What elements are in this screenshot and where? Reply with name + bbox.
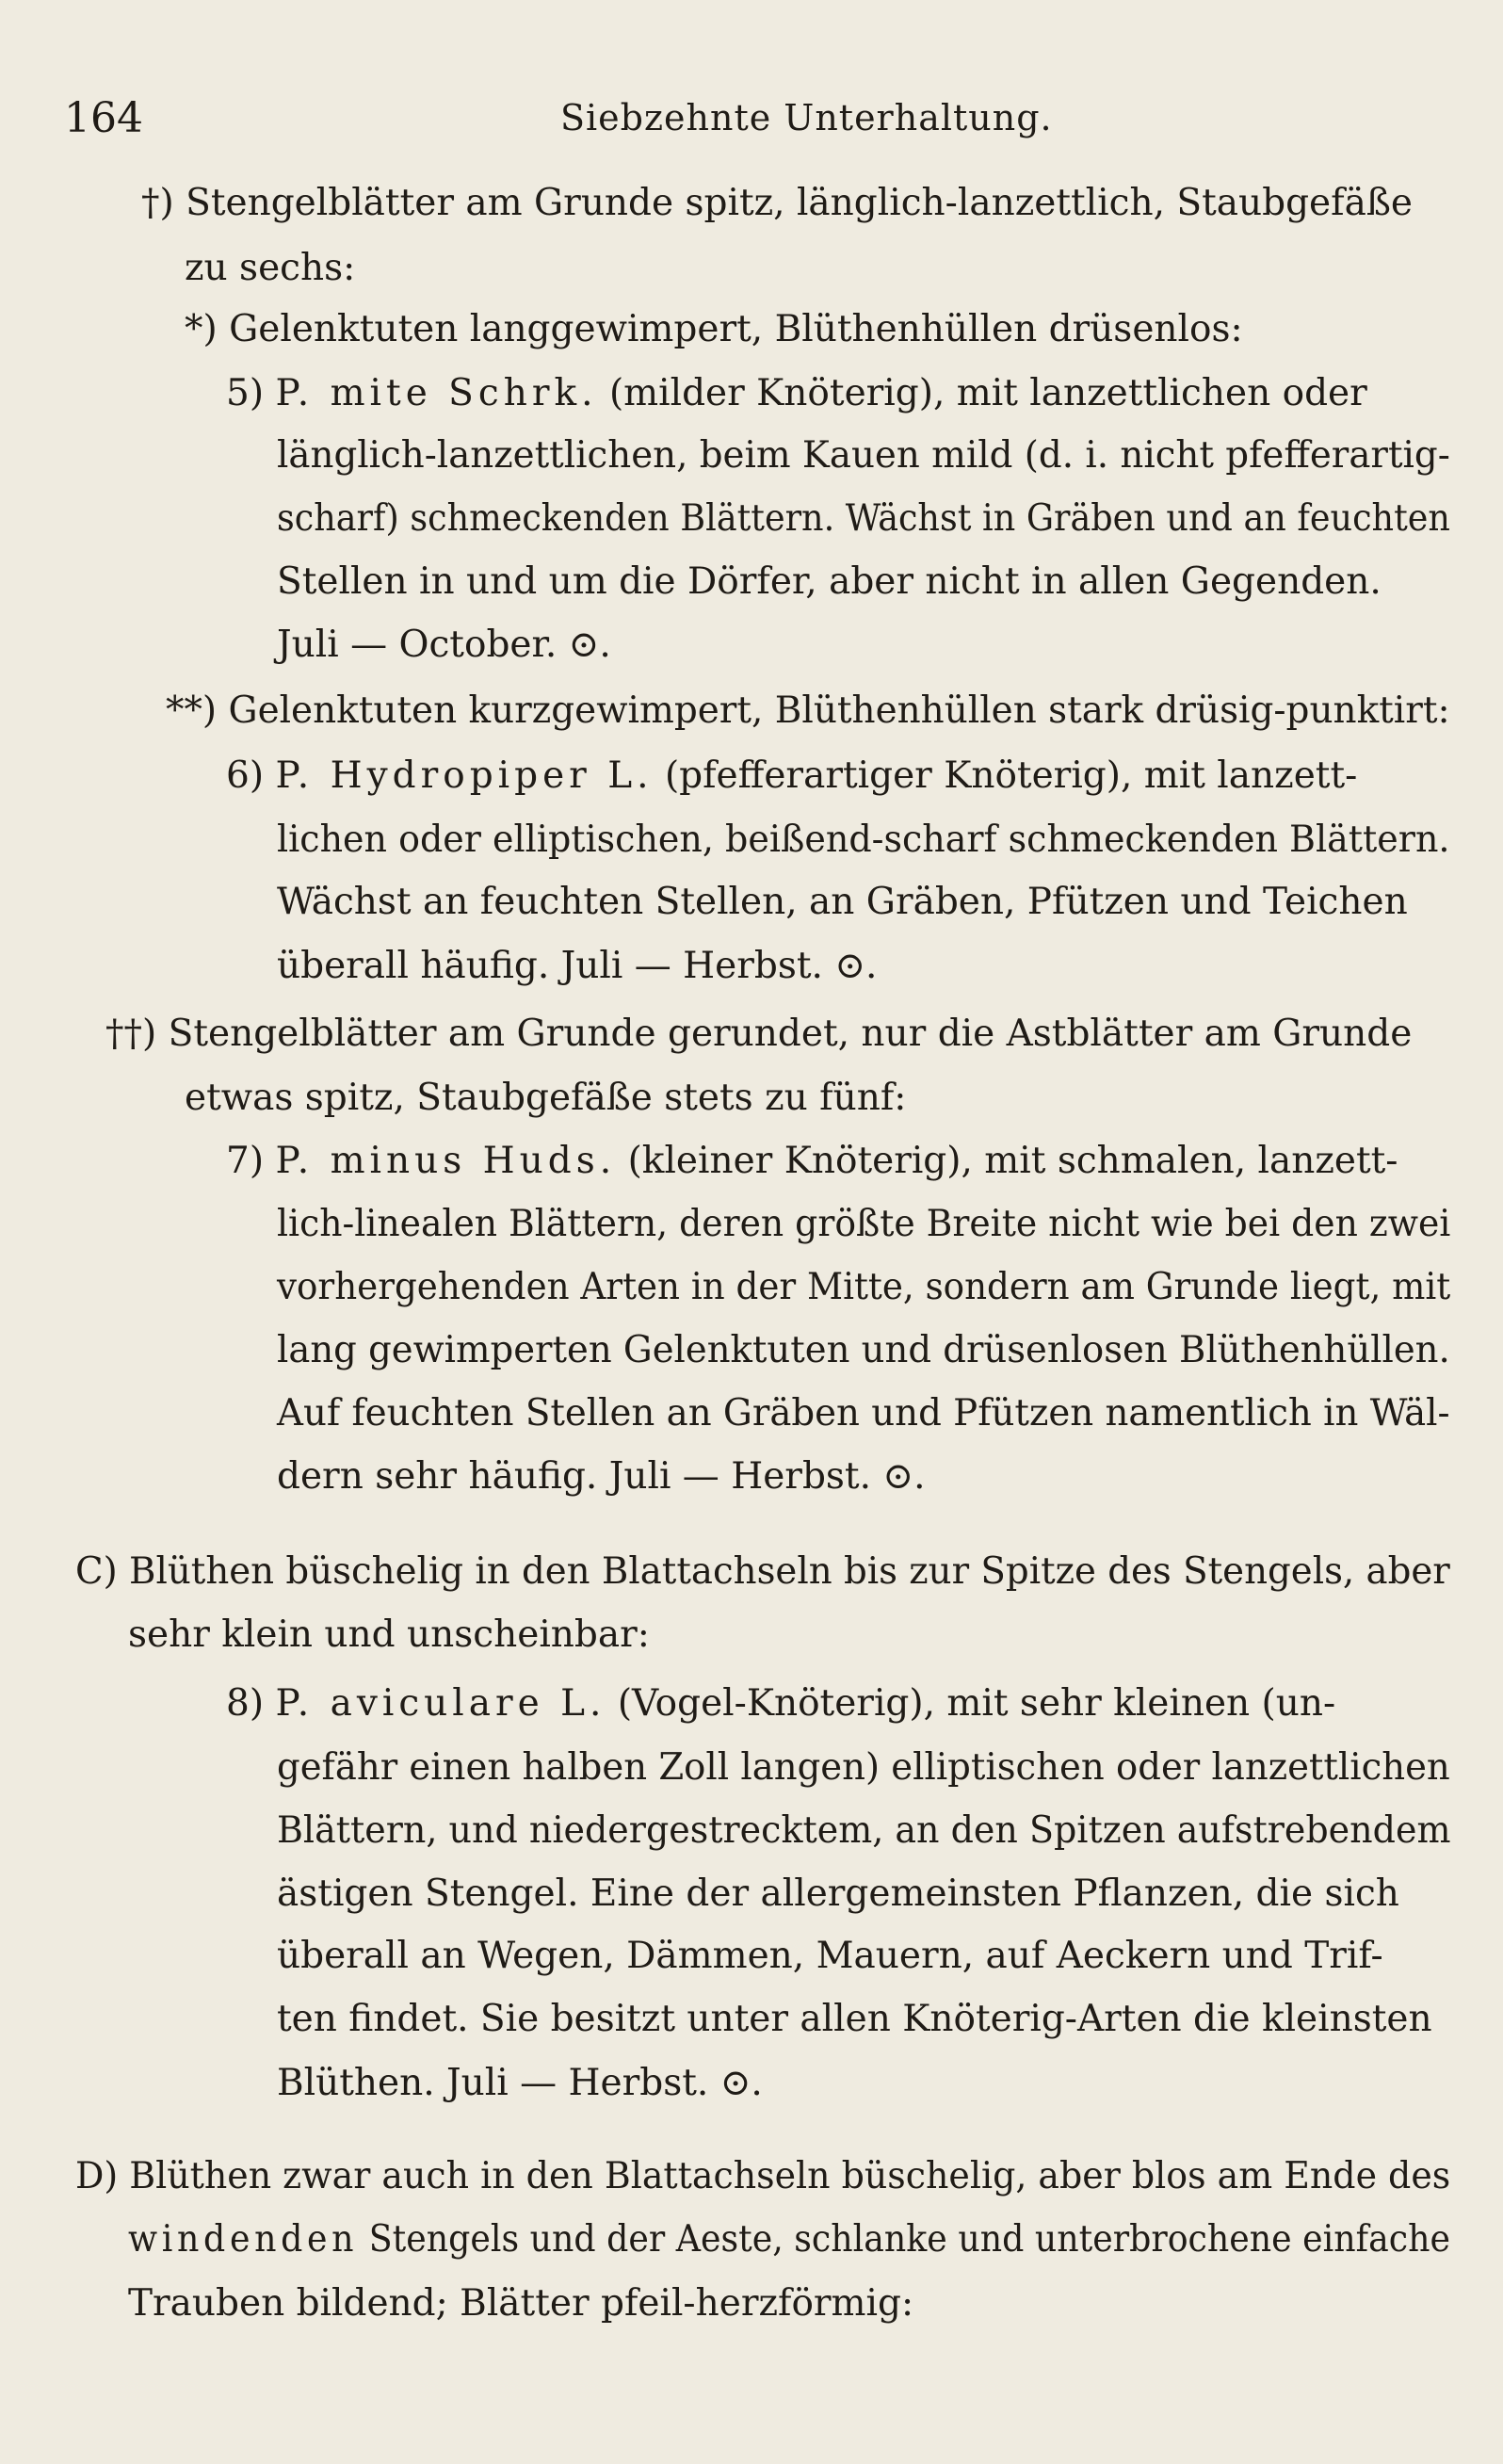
line-text: Blüthen büschelig in den Blattachseln bis zur Spitze des Stengels, aber	[129, 1550, 1450, 1593]
line-text: vorhergehenden Arten in der Mitte, sondern am Grunde liegt, mit	[277, 1266, 1451, 1308]
text-line	[277, 1935, 1383, 1977]
text-line	[277, 434, 1450, 477]
line-text: Gelenktuten langgewimpert, Blüthenhüllen drüsenlos:	[229, 308, 1243, 350]
common-name: (pfefferartiger Knöterig)	[664, 754, 1121, 797]
list-marker: **)	[166, 689, 218, 732]
line-text: gefähr einen halben Zoll langen) elliptischen oder lanzettlichen	[277, 1746, 1450, 1789]
text-line	[185, 1077, 907, 1119]
list-marker: 8)	[226, 1682, 265, 1725]
text-line	[277, 497, 1450, 540]
line-text: ten findet. Sie besitzt unter allen Knöterig-Arten die kleinsten	[277, 1998, 1432, 2040]
list-marker: *)	[185, 308, 218, 350]
line-text: Blüthen zwar auch in den Blattachseln büschelig, aber blos am Ende des	[129, 2155, 1451, 2197]
text-line	[277, 819, 1450, 861]
text-line	[277, 2062, 763, 2104]
page-number: 164	[64, 94, 143, 142]
line-text: überall häufig. Juli — Herbst. ⊙.	[277, 945, 878, 987]
line-text: Wächst an feuchten Stellen, an Gräben, Pfützen und Teichen	[277, 881, 1408, 923]
line-text: Gelenktuten kurzgewimpert, Blüthenhüllen stark drüsig-punktirt:	[228, 689, 1450, 732]
spaced-word: windenden	[128, 2218, 359, 2261]
species-name: P. mite Schrk.	[275, 372, 598, 414]
line-text: Stellen in und um die Dörfer, aber nicht in allen Gegenden.	[277, 560, 1382, 603]
text-line	[185, 247, 356, 289]
text-line	[185, 308, 1243, 350]
text-line	[75, 1550, 1450, 1593]
text-line	[277, 881, 1408, 923]
line-text: Stengelblätter am Grunde gerundet, nur die Astblätter am Grunde	[168, 1013, 1413, 1055]
text-line	[277, 624, 611, 666]
line-text: lichen oder elliptischen, beißend-scharf schmeckenden Blättern.	[277, 819, 1450, 861]
text-line	[277, 945, 878, 987]
line-text: , mit lanzett-	[1120, 754, 1358, 797]
line-text: Stengels und der Aeste, schlanke und unterbrochene einfache	[368, 2218, 1450, 2261]
line-text: zu sechs:	[185, 247, 356, 289]
text-line	[128, 2282, 914, 2325]
line-text: Blüthen. Juli — Herbst. ⊙.	[277, 2062, 763, 2104]
line-text: lang gewimperten Gelenktuten und drüsenlosen Blüthenhüllen.	[277, 1329, 1450, 1371]
line-text: scharf) schmeckenden Blättern. Wächst in Gräben und an feuchten	[277, 497, 1450, 540]
line-text: , mit lanzettlichen oder	[932, 372, 1367, 414]
list-marker: 6)	[226, 754, 265, 797]
line-text: Stengelblätter am Grunde spitz, länglich-lanzettlich, Staubgefäße	[186, 182, 1413, 224]
species-entry	[226, 1682, 1336, 1725]
text-line	[277, 1746, 1450, 1789]
line-text: , mit schmalen, lanzett-	[961, 1140, 1398, 1182]
species-entry	[226, 1140, 1398, 1182]
common-name: (milder Knöterig)	[608, 372, 933, 414]
list-marker: 7)	[226, 1140, 265, 1182]
text-line	[128, 2218, 1450, 2261]
text-line	[277, 560, 1382, 603]
line-text: überall an Wegen, Dämmen, Mauern, auf Aeckern und Trif-	[277, 1935, 1383, 1977]
line-text: lich-linealen Blättern, deren größte Breite nicht wie bei den zwei	[277, 1203, 1451, 1245]
line-text: dern sehr häufig. Juli — Herbst. ⊙.	[277, 1455, 926, 1498]
page-header	[0, 0, 1503, 179]
text-line	[75, 2155, 1451, 2197]
line-text: Blättern, und niedergestrecktem, an den Spitzen aufstrebendem	[277, 1809, 1451, 1852]
text-line	[277, 1392, 1450, 1435]
line-text: sehr klein und unscheinbar:	[128, 1613, 650, 1656]
line-text: Juli — October. ⊙.	[277, 624, 611, 666]
common-name: (kleiner Knöterig)	[627, 1140, 962, 1182]
list-marker: ††)	[105, 1013, 157, 1055]
list-marker: 5)	[226, 372, 265, 414]
line-text: Trauben bildend; Blätter pfeil-herzförmig:	[128, 2282, 914, 2325]
running-head: Siebzehnte Unterhaltung.	[560, 97, 1053, 138]
species-name: P. Hydropiper L.	[275, 754, 654, 797]
list-marker: D)	[75, 2155, 119, 2197]
text-line	[128, 1613, 650, 1656]
species-entry	[226, 372, 1367, 414]
text-line	[277, 1872, 1399, 1915]
line-text: ästigen Stengel. Eine der allergemeinsten Pflanzen, die sich	[277, 1872, 1399, 1915]
species-entry	[226, 754, 1358, 797]
list-marker: †)	[141, 182, 174, 224]
text-line	[105, 1013, 1413, 1055]
line-text: länglich-lanzettlichen, beim Kauen mild (d. i. nicht pfefferartig-	[277, 434, 1450, 477]
species-name: P. minus Huds.	[275, 1140, 617, 1182]
text-line	[277, 1455, 926, 1498]
text-line	[277, 1809, 1451, 1852]
species-name: P. aviculare L.	[275, 1682, 606, 1725]
line-text: , mit sehr kleinen (un-	[923, 1682, 1336, 1725]
text-line	[277, 1329, 1450, 1371]
text-line	[166, 689, 1450, 732]
text-line	[141, 182, 1439, 224]
common-name: (Vogel-Knöterig)	[617, 1682, 924, 1725]
line-text: Auf feuchten Stellen an Gräben und Pfützen namentlich in Wäl-	[277, 1392, 1450, 1435]
text-line	[277, 1203, 1451, 1245]
list-marker: C)	[75, 1550, 118, 1593]
line-text: etwas spitz, Staubgefäße stets zu fünf:	[185, 1077, 907, 1119]
text-line	[277, 1998, 1432, 2040]
text-line	[277, 1266, 1451, 1308]
